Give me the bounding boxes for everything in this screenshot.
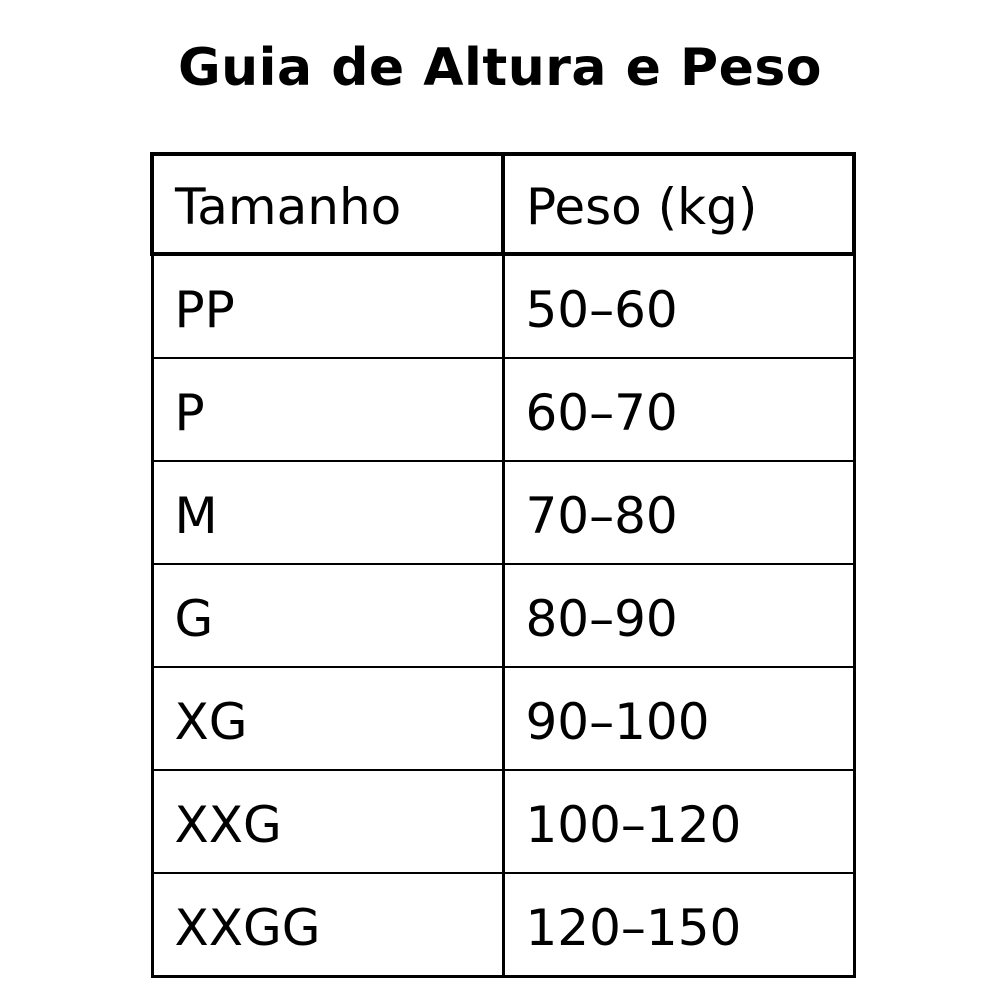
size-weight-table	[150, 152, 856, 978]
size-cell: PP	[152, 254, 503, 358]
weight-cell: 70–80	[503, 461, 854, 564]
size-cell: M	[152, 461, 503, 564]
size-cell: XG	[152, 667, 503, 770]
header-row	[152, 154, 854, 254]
weight-cell: 100–120	[503, 770, 854, 873]
size-cell: G	[152, 564, 503, 667]
size-cell: P	[152, 358, 503, 461]
table-row	[152, 358, 854, 461]
table-row	[152, 873, 854, 977]
weight-cell: 120–150	[503, 873, 854, 977]
size-cell: XXG	[152, 770, 503, 873]
table-header	[152, 154, 854, 254]
table-row	[152, 667, 854, 770]
page-title: Guia de Altura e Peso	[177, 38, 823, 98]
header-cell-tamanho: Tamanho	[152, 154, 503, 254]
table-body	[152, 254, 854, 977]
table-row	[152, 254, 854, 358]
table-row	[152, 461, 854, 564]
weight-cell: 60–70	[503, 358, 854, 461]
header-cell-peso: Peso (kg)	[503, 154, 854, 254]
weight-cell: 90–100	[503, 667, 854, 770]
weight-cell: 80–90	[503, 564, 854, 667]
table-row	[152, 564, 854, 667]
weight-cell: 50–60	[503, 254, 854, 358]
size-cell: XXGG	[152, 873, 503, 977]
table-row	[152, 770, 854, 873]
